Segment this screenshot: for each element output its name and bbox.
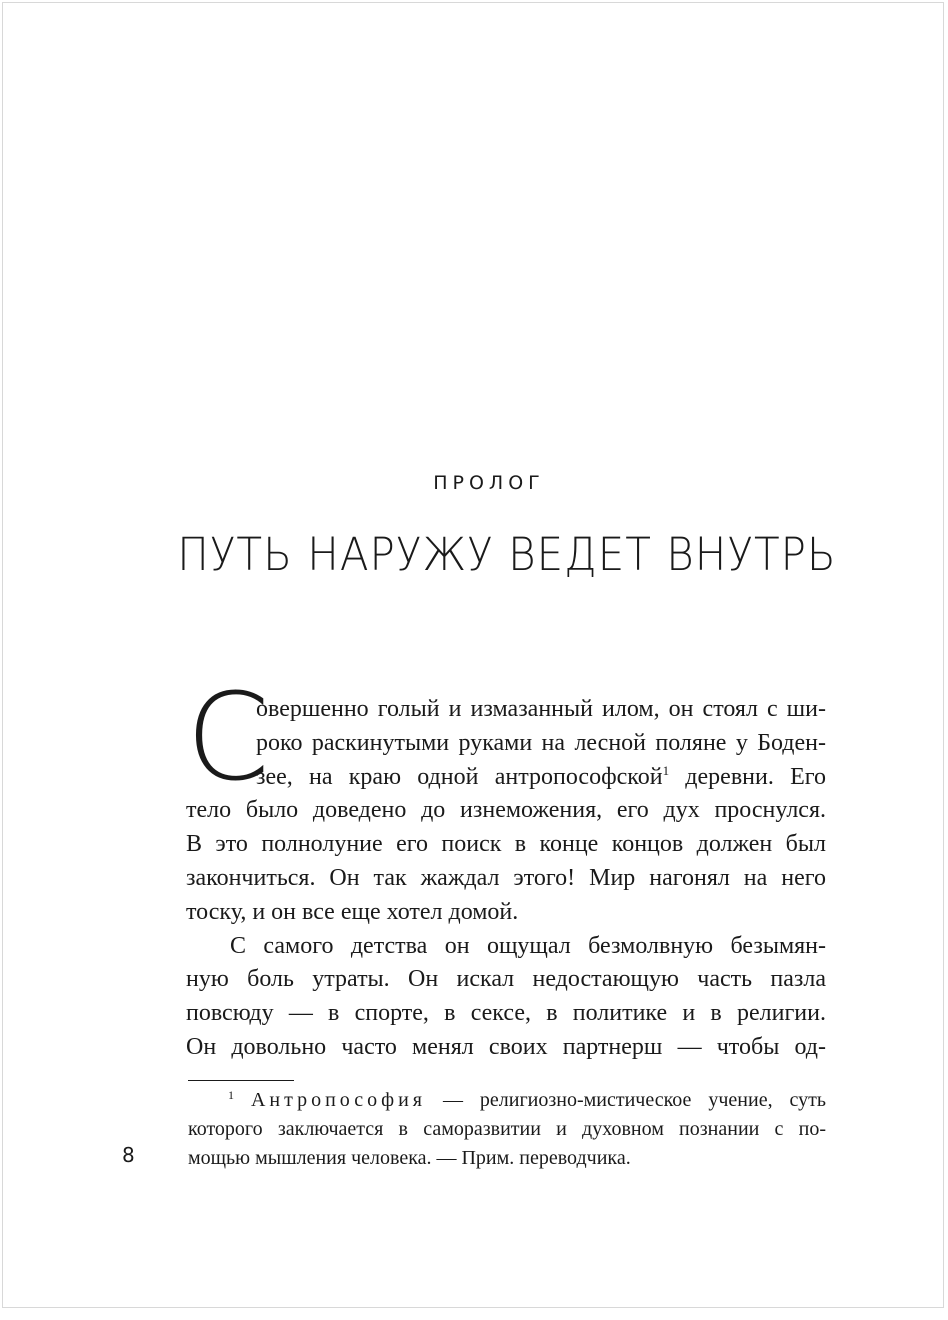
footnote-term: Антропософия <box>250 1089 427 1111</box>
paragraph-line: В это полнолуние его поиск в конце концов должен был <box>186 831 826 858</box>
footnote-reference: 1 <box>662 762 670 778</box>
paragraph-line: тоску, и он все еще хотел домой. <box>186 898 519 925</box>
paragraph-line: С самого детства он ощущал безмолвную безымян- <box>230 932 826 959</box>
paragraph-line: повсюду — в спорте, в сексе, в политике и в религии. <box>186 1000 826 1027</box>
footnote-line <box>188 1086 826 1115</box>
footnote-separator <box>188 1080 294 1081</box>
paragraph-line <box>186 761 826 795</box>
text-fragment: зее, на краю одной антропософской <box>256 763 663 790</box>
footnote <box>188 1086 826 1173</box>
body-text <box>186 693 826 1065</box>
footnote-text: — религиозно-мистическое учение, суть <box>426 1089 826 1111</box>
paragraph-line: закончиться. Он так жаждал этого! Мир нагонял на него <box>186 864 826 891</box>
drop-cap: С <box>186 669 270 808</box>
text-fragment: деревни. Его <box>669 763 826 790</box>
paragraph-line: Он довольно часто менял своих партнерш — чтобы од- <box>186 1033 826 1060</box>
footnote-line: мощью мышления человека. — Прим. переводчика. <box>188 1147 631 1169</box>
footnote-line: которого заключается в саморазвитии и духовном познании с по- <box>188 1118 826 1140</box>
chapter-title: ПУТЬ НАРУЖУ ВЕДЕТ ВНУТРЬ <box>177 528 837 581</box>
page-number: 8 <box>122 1143 135 1167</box>
chapter-kicker: ПРОЛОГ <box>433 472 545 494</box>
footnote-marker: 1 <box>228 1088 234 1102</box>
paragraph-line: ную боль утраты. Он искал недостающую часть пазла <box>186 966 826 993</box>
paragraph-line: овершенно голый и измазанный илом, он стоял с ши- <box>256 696 826 722</box>
paragraph-line: роко раскинутыми руками на лесной поляне у Боден- <box>256 729 826 756</box>
paragraph-line: тело было доведено до изнеможения, его дух проснулся. <box>186 797 826 824</box>
